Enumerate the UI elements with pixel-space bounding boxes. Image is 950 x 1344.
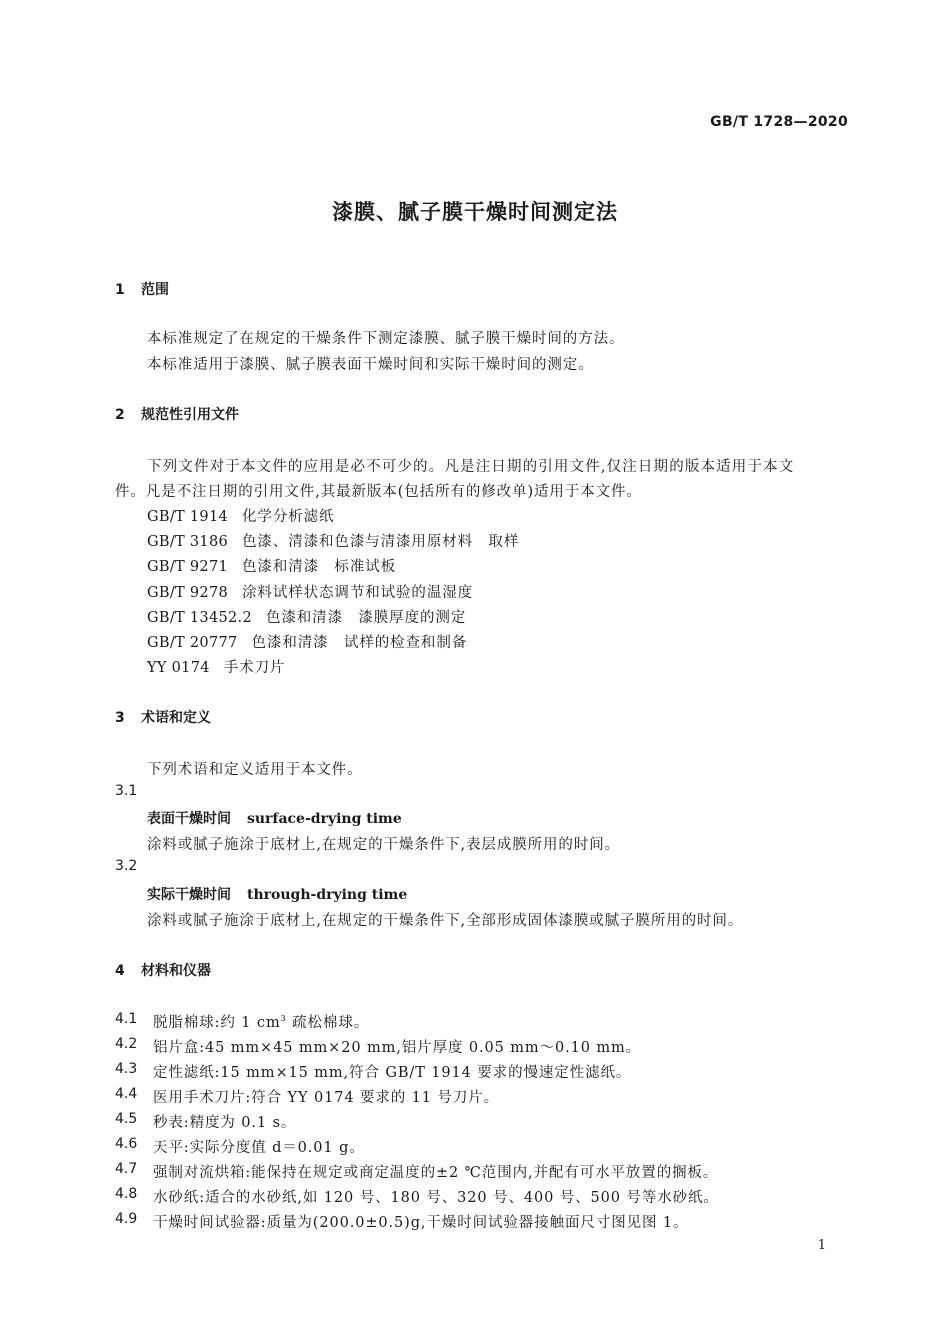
section-number: 1 [115, 282, 125, 298]
section-4-heading [115, 960, 211, 980]
section-title: 范围 [141, 282, 169, 298]
reference-code: GB/T 20777 [147, 635, 238, 651]
standard-number: GB/T 1728—2020 [710, 114, 848, 130]
item-number: 4.4 [115, 1086, 138, 1102]
section-number: 2 [115, 407, 125, 423]
reference-title: 手术刀片 [223, 660, 286, 676]
item-text: 铝片盒:45 mm×45 mm×20 mm,铝片厚度 0.05 mm～0.10 mm。 [153, 1040, 642, 1056]
reference-title: 色漆、清漆和色漆与清漆用原材料 取样 [242, 534, 520, 550]
reference-title: 色漆和清漆 标准试板 [242, 559, 397, 575]
term-heading [147, 884, 407, 904]
item-number: 4.9 [115, 1211, 138, 1227]
item-text: 脱脂棉球:约 1 $cm^3$ 疏松棉球。 [153, 1014, 370, 1031]
term-zh: 表面干燥时间 [147, 811, 231, 827]
term-en: surface-drying time [247, 811, 402, 827]
term-definition: 涂料或腻子施涂于底材上,在规定的干燥条件下,全部形成固体漆膜或腻子膜所用的时间。 [147, 913, 744, 929]
reference-item [147, 555, 396, 576]
term-number: 3.2 [115, 858, 138, 874]
item-text: 医用手术刀片:符合 YY 0174 要求的 11 号刀片。 [153, 1090, 500, 1106]
item-number: 4.8 [115, 1186, 138, 1202]
reference-code: GB/T 3186 [147, 534, 229, 550]
paragraph: 下列术语和定义适用于本文件。 [147, 762, 363, 778]
item-text: 天平:实际分度值 d＝0.01 g。 [153, 1140, 365, 1156]
reference-item [147, 505, 334, 526]
reference-title: 涂料试样状态调节和试验的温湿度 [242, 585, 474, 601]
reference-item [147, 656, 285, 677]
paragraph: 件。凡是不注日期的引用文件,其最新版本(包括所有的修改单)适用于本文件。 [115, 484, 642, 500]
item-number: 4.3 [115, 1061, 138, 1077]
reference-item [147, 606, 466, 627]
term-heading [147, 808, 402, 828]
section-number: 4 [115, 963, 125, 979]
item-number: 4.1 [115, 1011, 138, 1027]
paragraph: 下列文件对于本文件的应用是必不可少的。凡是注日期的引用文件,仅注日期的版本适用于本文 [147, 459, 795, 475]
item-text: 强制对流烘箱:能保持在规定或商定温度的±2 ℃范围内,并配有可水平放置的搁板。 [153, 1165, 719, 1181]
item-text: 干燥时间试验器:质量为(200.0±0.5)g,干燥时间试验器接触面尺寸图见图 1。 [153, 1215, 689, 1231]
section-3-heading [115, 707, 211, 727]
section-1-heading [115, 279, 169, 299]
item-text: 秒表:精度为 0.1 s。 [153, 1115, 297, 1131]
item-text: 定性滤纸:15 mm×15 mm,符合 GB/T 1914 要求的慢速定性滤纸。 [153, 1065, 632, 1081]
reference-title: 化学分析滤纸 [242, 509, 335, 525]
reference-item [147, 530, 519, 551]
page-number: 1 [817, 1238, 826, 1253]
paragraph: 本标准规定了在规定的干燥条件下测定漆膜、腻子膜干燥时间的方法。 [147, 331, 625, 347]
section-title: 术语和定义 [141, 710, 211, 726]
reference-code: GB/T 9278 [147, 585, 229, 601]
term-definition: 涂料或腻子施涂于底材上,在规定的干燥条件下,表层成膜所用的时间。 [147, 837, 621, 853]
term-number: 3.1 [115, 783, 138, 799]
item-number: 4.6 [115, 1136, 138, 1152]
section-title: 规范性引用文件 [141, 407, 239, 423]
reference-title: 色漆和清漆 试样的检查和制备 [251, 635, 468, 651]
reference-item [147, 581, 473, 602]
term-zh: 实际干燥时间 [147, 887, 231, 903]
reference-code: GB/T 9271 [147, 559, 229, 575]
section-number: 3 [115, 710, 125, 726]
section-2-heading [115, 404, 239, 424]
reference-code: GB/T 13452.2 [147, 610, 252, 626]
reference-code: YY 0174 [147, 660, 210, 676]
paragraph: 本标准适用于漆膜、腻子膜表面干燥时间和实际干燥时间的测定。 [147, 357, 594, 373]
item-number: 4.2 [115, 1036, 138, 1052]
item-number: 4.7 [115, 1161, 138, 1177]
item-text: 水砂纸:适合的水砂纸,如 120 号、180 号、320 号、400 号、500 号等水砂纸。 [153, 1190, 719, 1206]
reference-item [147, 631, 467, 652]
term-en: through-drying time [247, 887, 408, 903]
section-title: 材料和仪器 [141, 963, 211, 979]
reference-code: GB/T 1914 [147, 509, 229, 525]
document-title: 漆膜、腻子膜干燥时间测定法 [332, 200, 618, 224]
item-number: 4.5 [115, 1111, 138, 1127]
reference-title: 色漆和清漆 漆膜厚度的测定 [265, 610, 467, 626]
